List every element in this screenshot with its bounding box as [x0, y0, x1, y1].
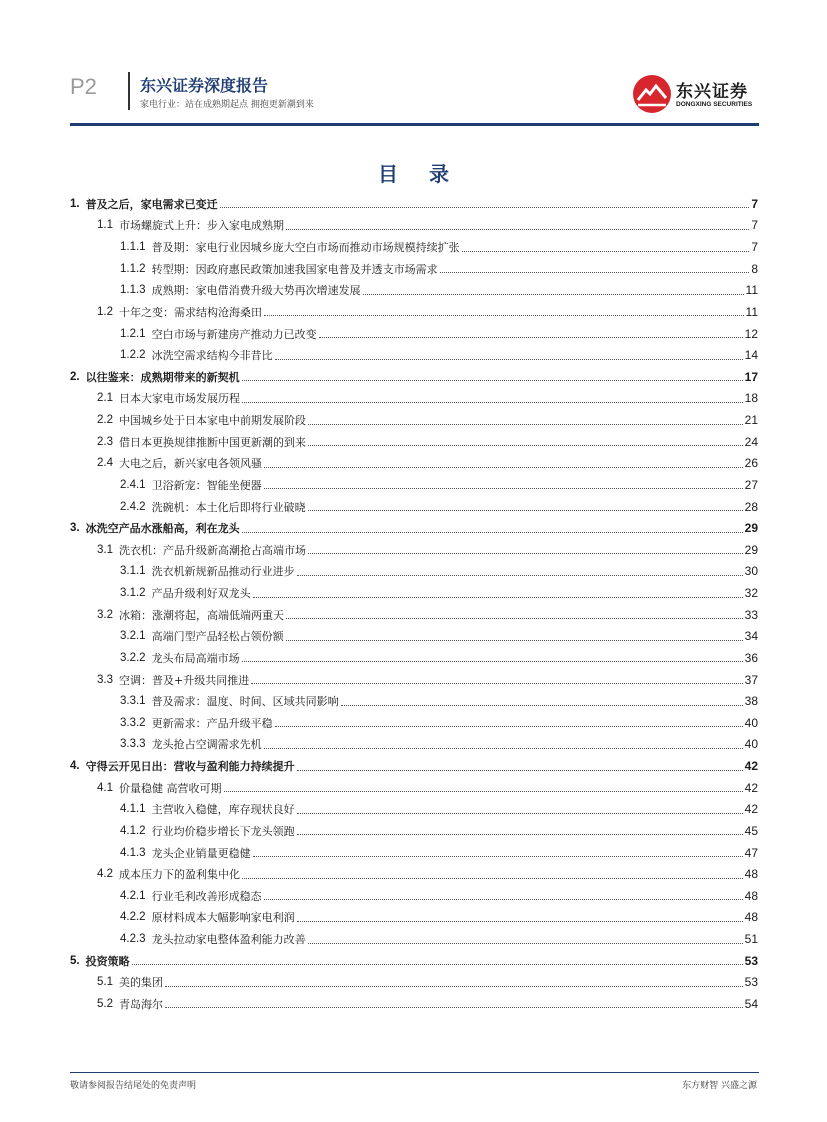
toc-entry[interactable] [70, 215, 758, 237]
toc-entry[interactable] [70, 236, 758, 258]
toc-leader-dots [308, 553, 743, 554]
toc-entry-text: 青岛海尔 [119, 997, 163, 1011]
toc-entry-text: 洗碗机：本土化后即将行业破晓 [151, 500, 306, 514]
toc-entry-text: 美的集团 [119, 976, 163, 990]
toc-leader-dots [220, 207, 750, 208]
toc-entry[interactable] [70, 626, 758, 648]
toc-leader-dots [253, 597, 743, 598]
toc-entry-page: 30 [744, 564, 758, 579]
toc-entry-text: 借日本更换规律推断中国更新潮的到来 [119, 435, 306, 449]
toc-entry-page: 7 [751, 240, 758, 255]
toc-entry-text: 冰洗空产品水涨船高，利在龙头 [85, 522, 240, 536]
toc-entry-number: 2.4 [97, 457, 113, 470]
toc-entry-text: 行业均价稳步增长下龙头领跑 [151, 824, 295, 838]
toc-entry-text: 冰箱：涨潮将起，高端低端两重天 [119, 608, 284, 622]
toc-entry[interactable] [70, 669, 758, 691]
toc-entry-page: 37 [744, 672, 758, 687]
toc-entry-number: 2. [70, 370, 80, 383]
toc-entry[interactable] [70, 258, 758, 280]
toc-entry-number: 2.4.2 [120, 500, 146, 513]
toc-entry-text: 普及之后，家电需求已变迁 [85, 197, 218, 211]
toc-entry-page: 47 [744, 845, 758, 860]
table-of-contents [70, 193, 758, 1015]
toc-leader-dots [264, 748, 743, 749]
toc-entry-number: 3.3.1 [120, 695, 146, 708]
toc-entry-page: 29 [744, 521, 758, 536]
toc-entry-text: 投资策略 [85, 954, 130, 968]
toc-entry-text: 产品升级利好双龙头 [151, 587, 251, 601]
toc-entry-number: 2.3 [97, 435, 113, 448]
toc-entry-text: 更新需求：产品升级平稳 [151, 716, 273, 730]
toc-leader-dots [297, 575, 743, 576]
report-series-title: 东兴证券深度报告 [140, 76, 269, 95]
toc-entry[interactable] [70, 604, 758, 626]
toc-entry-page: 54 [744, 996, 758, 1011]
toc-leader-dots [308, 943, 743, 944]
toc-entry-page: 48 [744, 867, 758, 882]
page-number: P2 [70, 74, 97, 99]
toc-entry-page: 29 [744, 542, 758, 557]
toc-leader-dots [264, 488, 743, 489]
toc-entry-page: 53 [744, 975, 758, 990]
toc-entry-page: 42 [744, 802, 758, 817]
toc-entry-page: 7 [751, 196, 758, 211]
toc-entry-number: 3.2.1 [120, 630, 146, 643]
toc-entry[interactable] [70, 323, 758, 345]
toc-entry-number: 3.1.1 [120, 565, 146, 578]
toc-entry-text: 龙头拉动家电整体盈利能力改善 [151, 933, 306, 947]
toc-entry-page: 18 [744, 391, 758, 406]
toc-leader-dots [275, 359, 743, 360]
toc-leader-dots [165, 1007, 743, 1008]
toc-entry-number: 1.1.1 [120, 241, 146, 254]
toc-entry[interactable] [70, 647, 758, 669]
toc-entry-page: 42 [744, 759, 758, 774]
header-divider [128, 72, 130, 110]
toc-entry-text: 龙头抢占空调需求先机 [151, 738, 262, 752]
toc-entry-number: 4.1.2 [120, 824, 146, 837]
toc-entry-number: 1.2.2 [120, 349, 146, 362]
toc-entry[interactable] [70, 863, 758, 885]
toc-leader-dots [341, 705, 743, 706]
toc-entry-number: 1.2 [97, 305, 113, 318]
toc-entry[interactable] [70, 885, 758, 907]
toc-leader-dots [264, 467, 743, 468]
toc-entry[interactable] [70, 755, 758, 777]
toc-leader-dots [286, 618, 743, 619]
toc-entry-number: 3.3.3 [120, 738, 146, 751]
toc-leader-dots [286, 229, 749, 230]
toc-entry[interactable] [70, 907, 758, 929]
toc-leader-dots [242, 402, 743, 403]
toc-entry-number: 3.3 [97, 673, 113, 686]
toc-entry-text: 洗衣机：产品升级新高潮抢占高端市场 [119, 543, 306, 557]
logo-chinese-name: 东兴证券 [676, 82, 748, 102]
toc-entry-text: 普及期：家电行业因城乡庞大空白市场而推动市场规模持续扩张 [151, 241, 460, 255]
toc-entry[interactable] [70, 561, 758, 583]
dongxing-logo-icon [632, 74, 672, 114]
toc-entry-text: 价量稳健 高营收可期 [119, 781, 222, 795]
toc-entry-text: 大电之后，新兴家电各领风骚 [119, 457, 262, 471]
toc-entry-text: 中国城乡处于日本家电中前期发展阶段 [119, 414, 306, 428]
toc-leader-dots [440, 272, 750, 273]
toc-entry-page: 42 [744, 780, 758, 795]
toc-entry-number: 3.2 [97, 608, 113, 621]
toc-entry-number: 4. [70, 760, 80, 773]
toc-entry-number: 2.1 [97, 392, 113, 405]
toc-entry-page: 24 [744, 434, 758, 449]
toc-entry-page: 11 [745, 283, 758, 298]
toc-entry-page: 48 [744, 888, 758, 903]
toc-entry[interactable] [70, 582, 758, 604]
toc-entry-page: 38 [744, 694, 758, 709]
toc-leader-dots [242, 380, 743, 381]
toc-entry[interactable] [70, 734, 758, 756]
toc-entry-text: 空白市场与新建房产推动力已改变 [151, 327, 317, 341]
toc-entry-page: 53 [744, 953, 758, 968]
toc-entry-text: 市场螺旋式上升：步入家电成熟期 [119, 219, 284, 233]
toc-entry-text: 行业毛利改善形成稳态 [151, 889, 262, 903]
toc-entry-number: 3.1.2 [120, 587, 146, 600]
toc-title-text: 目 录 [378, 162, 461, 186]
toc-entry[interactable] [70, 366, 758, 388]
toc-entry-text: 普及需求：温度、时间、区域共同影响 [151, 695, 339, 709]
toc-entry[interactable] [70, 993, 758, 1015]
company-logo [632, 74, 762, 114]
toc-leader-dots [297, 921, 743, 922]
toc-entry-text: 主营收入稳健，库存现状良好 [151, 803, 295, 817]
footer-rule [70, 1072, 759, 1073]
toc-leader-dots [242, 661, 743, 662]
toc-entry[interactable] [70, 950, 758, 972]
toc-entry-page: 8 [751, 261, 758, 276]
toc-leader-dots [264, 899, 743, 900]
toc-entry-page: 51 [744, 932, 758, 947]
toc-entry-number: 4.1.1 [120, 803, 146, 816]
toc-entry-number: 4.2 [97, 868, 113, 881]
toc-entry-number: 1.1.3 [120, 284, 146, 297]
toc-entry[interactable] [70, 474, 758, 496]
toc-leader-dots [297, 813, 743, 814]
toc-entry-text: 龙头布局高端市场 [151, 651, 240, 665]
toc-entry-number: 4.2.2 [120, 911, 146, 924]
toc-entry-number: 1.2.1 [120, 327, 146, 340]
toc-entry[interactable] [70, 928, 758, 950]
report-subtitle: 家电行业：站在成熟期起点 拥抱更新潮到来 [140, 100, 314, 110]
toc-entry[interactable] [70, 712, 758, 734]
toc-entry-text: 日本大家电市场发展历程 [119, 392, 240, 406]
toc-entry-text: 守得云开见日出：营收与盈利能力持续提升 [85, 760, 295, 774]
toc-leader-dots [165, 986, 743, 987]
toc-entry-text: 成本压力下的盈利集中化 [119, 868, 240, 882]
toc-entry-text: 成熟期：家电借消费升级大势再次增速发展 [151, 284, 361, 298]
toc-leader-dots [253, 856, 743, 857]
toc-entry[interactable] [70, 972, 758, 994]
toc-leader-dots [297, 834, 743, 835]
toc-leader-dots [242, 532, 743, 533]
toc-leader-dots [297, 770, 743, 771]
toc-entry-page: 40 [744, 737, 758, 752]
logo-english-name: DONGXING SECURITIES [676, 101, 753, 108]
toc-entry-number: 1.1 [97, 219, 113, 232]
toc-entry[interactable] [70, 820, 758, 842]
toc-entry-text: 十年之变：需求结构沧海桑田 [119, 305, 262, 319]
toc-entry-page: 26 [744, 456, 758, 471]
toc-entry[interactable] [70, 690, 758, 712]
toc-leader-dots [308, 510, 743, 511]
toc-entry-text: 冰洗空需求结构今非昔比 [151, 349, 273, 363]
toc-entry[interactable] [70, 517, 758, 539]
toc-leader-dots [462, 251, 750, 252]
toc-entry-page: 34 [744, 629, 758, 644]
toc-entry[interactable] [70, 280, 758, 302]
toc-entry[interactable] [70, 496, 758, 518]
toc-entry-number: 4.2.1 [120, 889, 146, 902]
toc-entry-page: 14 [744, 348, 758, 363]
toc-entry[interactable] [70, 777, 758, 799]
toc-entry-page: 32 [744, 586, 758, 601]
toc-entry-page: 7 [751, 218, 758, 233]
toc-entry-text: 原材料成本大幅影响家电利润 [151, 911, 295, 925]
toc-entry-number: 3. [70, 522, 80, 535]
toc-entry-number: 4.1 [97, 781, 113, 794]
toc-entry-page: 17 [744, 369, 758, 384]
toc-leader-dots [275, 726, 743, 727]
toc-entry-number: 1. [70, 197, 80, 210]
toc-leader-dots [242, 878, 743, 879]
toc-entry-number: 5.1 [97, 976, 113, 989]
toc-entry-page: 21 [744, 413, 758, 428]
toc-entry[interactable] [70, 842, 758, 864]
toc-leader-dots [319, 337, 743, 338]
toc-entry-text: 龙头企业销量更稳健 [151, 846, 251, 860]
toc-entry-page: 12 [744, 326, 758, 341]
toc-entry-number: 3.2.2 [120, 651, 146, 664]
toc-entry-number: 3.1 [97, 543, 113, 556]
toc-entry-page: 33 [744, 607, 758, 622]
toc-entry[interactable] [70, 431, 758, 453]
toc-entry[interactable] [70, 193, 758, 215]
toc-entry-number: 3.3.2 [120, 716, 146, 729]
toc-entry[interactable] [70, 344, 758, 366]
toc-entry-page: 27 [744, 477, 758, 492]
toc-title [0, 158, 827, 187]
header-rule [70, 123, 759, 126]
toc-entry-text: 转型期：因政府惠民政策加速我国家电普及并透支市场需求 [151, 262, 438, 276]
toc-entry-number: 2.4.1 [120, 478, 146, 491]
footer-slogan: 东方财智 兴盛之源 [682, 1081, 757, 1091]
toc-entry-text: 以往鉴来：成熟期带来的新契机 [85, 370, 240, 384]
toc-entry-text: 洗衣机新规新品推动行业进步 [151, 565, 295, 579]
toc-leader-dots [363, 294, 744, 295]
toc-entry-page: 11 [745, 304, 758, 319]
toc-entry-page: 36 [744, 650, 758, 665]
toc-entry[interactable] [70, 409, 758, 431]
toc-entry-page: 45 [744, 823, 758, 838]
toc-leader-dots [264, 315, 744, 316]
toc-entry[interactable] [70, 453, 758, 475]
toc-entry-number: 5.2 [97, 997, 113, 1010]
toc-entry-text: 卫浴新宠：智能坐便器 [151, 478, 262, 492]
toc-entry-text: 高端门型产品轻松占领份额 [151, 630, 284, 644]
toc-leader-dots [308, 424, 743, 425]
toc-entry-number: 5. [70, 954, 80, 967]
toc-leader-dots [308, 445, 743, 446]
footer-disclaimer: 敬请参阅报告结尾处的免责声明 [70, 1081, 197, 1091]
toc-entry[interactable] [70, 301, 758, 323]
toc-entry-number: 4.2.3 [120, 933, 146, 946]
toc-entry[interactable] [70, 539, 758, 561]
toc-leader-dots [251, 683, 742, 684]
toc-leader-dots [224, 791, 743, 792]
toc-entry-page: 48 [744, 910, 758, 925]
toc-entry-number: 4.1.3 [120, 846, 146, 859]
toc-entry-number: 2.2 [97, 414, 113, 427]
toc-entry-page: 40 [744, 715, 758, 730]
toc-leader-dots [132, 964, 743, 965]
toc-leader-dots [286, 640, 743, 641]
toc-entry[interactable] [70, 388, 758, 410]
toc-entry-page: 28 [744, 499, 758, 514]
toc-entry-text: 空调：普及+升级共同推进 [119, 673, 250, 687]
toc-entry[interactable] [70, 799, 758, 821]
toc-entry-number: 1.1.2 [120, 262, 146, 275]
